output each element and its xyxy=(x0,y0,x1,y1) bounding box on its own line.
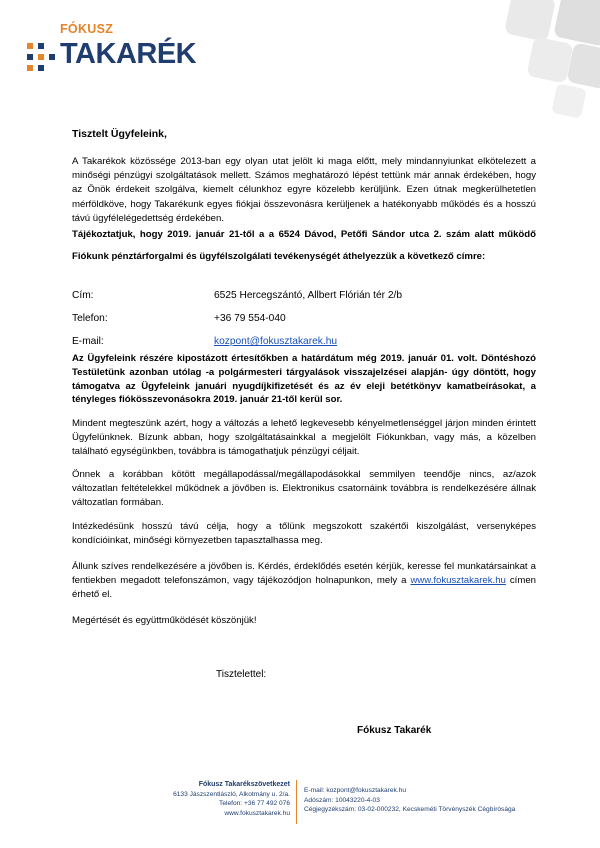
decorative-tiles xyxy=(450,0,600,120)
email-link[interactable]: kozpont@fokusztakarek.hu xyxy=(214,336,338,347)
closing-text: Tisztelettel: xyxy=(216,669,267,680)
footer-divider xyxy=(296,780,297,824)
address-value: 6525 Hercegszántó, Allbert Flórián tér 2/b xyxy=(214,290,403,301)
footer-tax: Adószám: 10043220-4-03 xyxy=(304,796,380,804)
paragraph-deadline: Az Ügyfeleink részére kipostázott értesítőkben a határdátum még 2019. január 01. volt. Döntéshozó Testületünk azonban utólag -a polgármesteri tárgyalások visszajelzései alapján- úgy döntött, hogy támogatva az Ügyfeleink januári nyugdíjkifizetését és az év eleji betétkönyv kamatbeírásokat, a tényleges fiókösszevonásokra 2019. január 21-től kerül sor. xyxy=(72,353,536,406)
footer-email: E-mail: kozpont@fokusztakarek.hu xyxy=(304,787,406,794)
address-label: Cím: xyxy=(72,290,94,301)
footer-company-name: Fókusz Takarékszövetkezet xyxy=(198,781,290,788)
paragraph-commitment: Mindent megteszünk azért, hogy a változás a lehető legkevesebb kényelmetlenséggel járjon minden érintett Ügyfelünknek. Bízunk abban, hogy szolgáltatásainkkal a megjelölt Fiókunkban, vagy más, a közelben található egységünkben, továbbra is támogathatjuk pénzügyi céljait. xyxy=(72,418,536,458)
phone-label: Telefon: xyxy=(72,313,108,324)
footer xyxy=(0,778,600,848)
greeting: Tisztelt Ügyfeleink, xyxy=(72,128,167,140)
availability-text-b: címen érhető el. xyxy=(72,575,536,601)
footer-address: 6133 Jászszentlászló, Alkotmány u. 2/a. xyxy=(173,790,290,798)
footer-right xyxy=(304,786,515,815)
footer-web: www.fokusztakarek.hu xyxy=(224,809,290,817)
email-label: E-mail: xyxy=(72,336,104,347)
logo-main-text: TAKARÉK xyxy=(60,38,197,70)
paragraph-thanks: Megértését és együttműködését köszönjük! xyxy=(72,615,257,626)
logo-mark-icon xyxy=(26,42,56,72)
brand-logo xyxy=(24,14,197,84)
signature-text: Fókusz Takarék xyxy=(357,725,432,736)
logo-top-text: FÓKUSZ xyxy=(60,22,114,36)
paragraph-agreements: Önnek a korábban kötött megállapodással/megállapodásokkal semmilyen teendője nincs, az/azok változatlan feltételekkel működnek a jövőben is. Elektronikus csatornáink továbbra is rendelkezésére állnak változatlan formában. xyxy=(72,469,536,509)
paragraph-notice: Tájékoztatjuk, hogy 2019. január 21-től a a 6524 Dávod, Petőfi Sándor utca 2. szám alatt működő Fiókunk pénztárforgalmi és ügyfélszolgálati tevékenységét áthelyezzük a következő címre: xyxy=(72,229,536,262)
paragraph-availability xyxy=(72,560,536,603)
phone-value: +36 79 554-040 xyxy=(214,313,286,324)
footer-left xyxy=(173,780,290,818)
footer-registry: Cégjegyzékszám: 03-02-000232, Kecskeméti Törvényszék Cégbírósága xyxy=(304,806,516,813)
paragraph-intro: A Takarékok közössége 2013-ban egy olyan utat jelölt ki maga előtt, mely mindannyiunkat elkötelezett a minőségi pénzügyi szolgáltatások mellett. Számos meghatározó lépést tettünk már annak érdekében, hogy az Önök érdekeit szolgálva, kiemelt célunkhoz egyre közelebb kerüljünk. Ezen útnak megkerülhetetlen mérföldköve, hogy Takarékunk egyes fiókjai összevonásra kerüljenek a hatékonyabb működés és a hosszú távú ügyfélelégedettség érdekében. xyxy=(72,156,536,224)
footer-phone: Telefon: +36 77 492 076 xyxy=(219,800,290,807)
availability-text-a: Állunk szíves rendelkezésére a jövőben is. Kérdés, érdeklődés esetén kérjük, keresse fel munkatársainkat a fentiekben megadott telefonszámon, vagy tájékozódjon holnapunkon, mely a xyxy=(72,561,536,587)
website-link[interactable]: www.fokusztakarek.hu xyxy=(410,575,506,587)
paragraph-goal: Intézkedésünk hosszú távú célja, hogy a tőlünk megszokott szakértői kiszolgálást, versenyképes kondícióinkat, minőségi környezetben tapasztalhassa meg. xyxy=(72,521,536,547)
